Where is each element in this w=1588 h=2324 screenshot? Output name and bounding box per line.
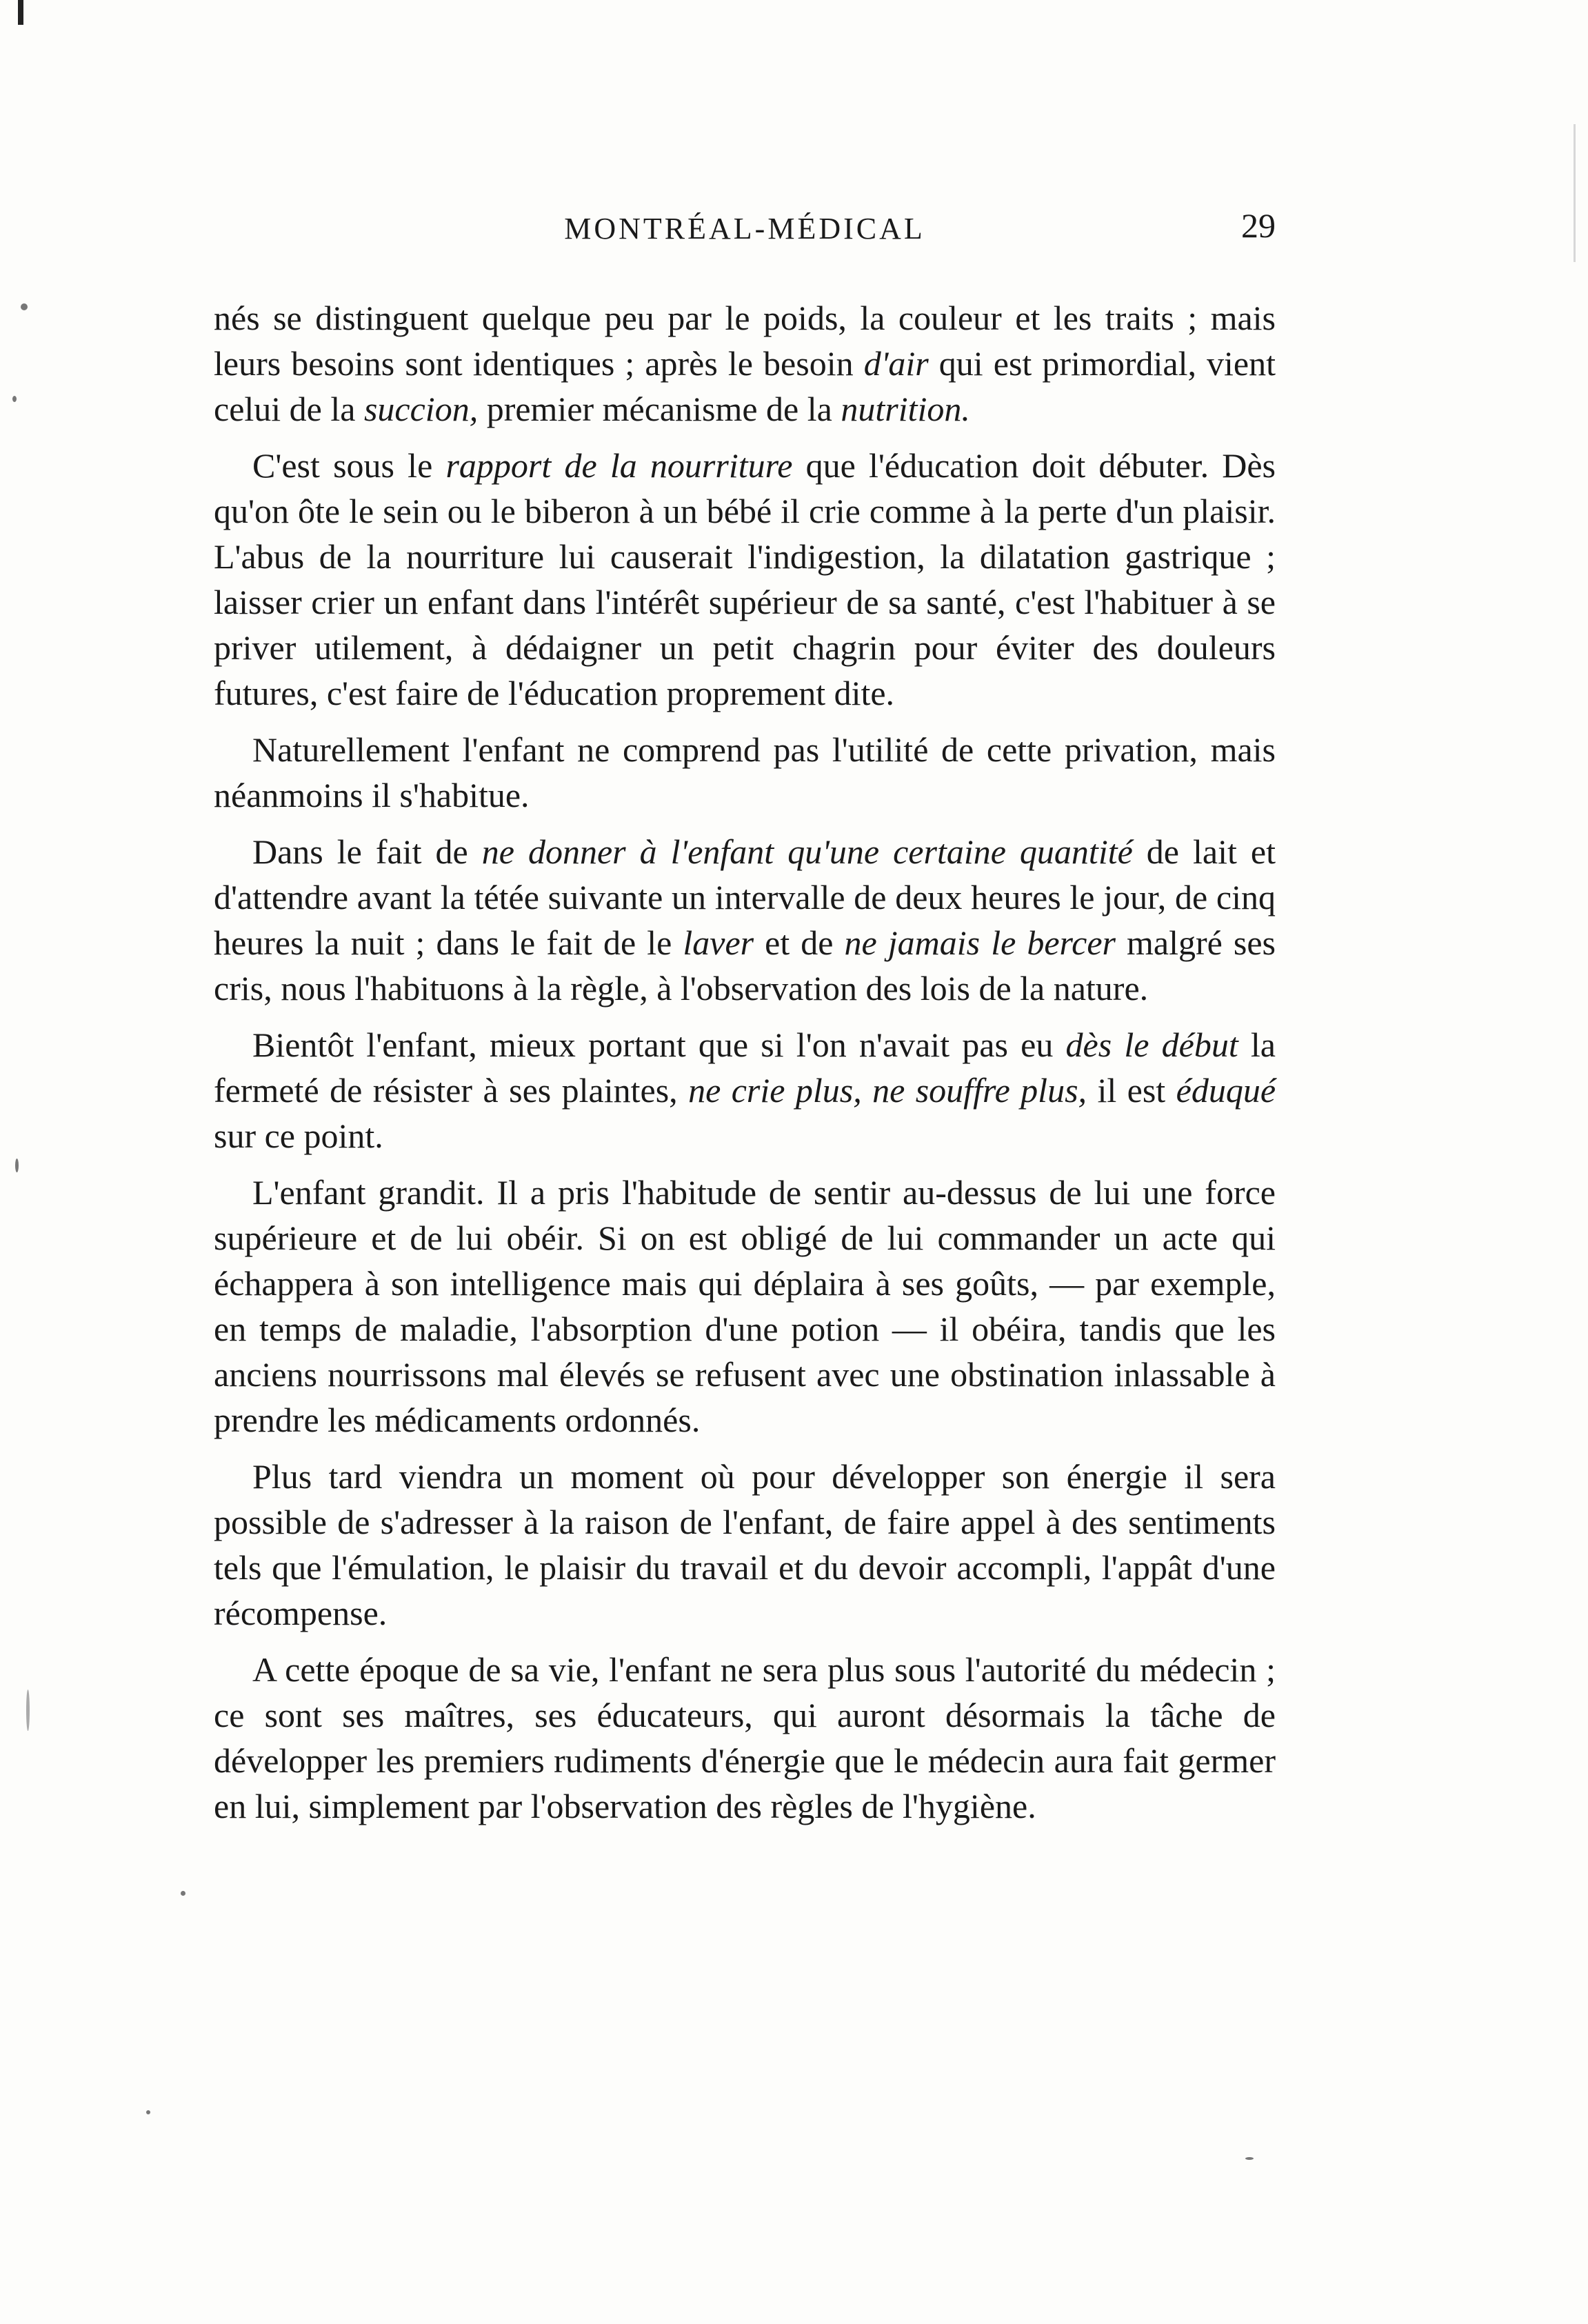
italic-text: ne donner à l'enfant qu'une certaine quantité	[481, 832, 1133, 871]
margin-speck	[12, 396, 17, 402]
paragraph-text: il est	[1087, 1071, 1176, 1110]
paragraph-text: que l'éducation doit débuter. Dès qu'on ôte le sein ou le biberon à un bébé il crie comme à la perte d'un plaisir. L'abus de la nourriture lui causerait l'indigestion, la dilatation gastrique ; laisser crier un enfant dans l'intérêt supérieur de sa santé, c'est l'habituer à se priver utilement, à dédaigner un petit chagrin pour éviter des douleurs futures, c'est faire de l'éducation proprement dite.	[214, 446, 1276, 712]
italic-text: nutrition.	[841, 390, 970, 428]
paragraph	[214, 443, 1276, 716]
paragraph-text: la fermeté de résister à ses plaintes,	[214, 1025, 1276, 1110]
page-header	[214, 206, 1276, 254]
paragraph	[214, 1647, 1276, 1829]
paragraph-text: Bientôt l'enfant, mieux portant que si l'on n'avait pas eu	[252, 1025, 1066, 1064]
paragraph-text: qui est primordial, vient celui de la	[214, 344, 1276, 428]
binding-mark	[18, 0, 23, 25]
paragraph-text: premier mécanisme de la	[478, 390, 841, 428]
paragraph	[214, 295, 1276, 432]
italic-text: laver	[683, 923, 754, 962]
paragraph	[214, 1022, 1276, 1159]
page-number: 29	[1241, 206, 1276, 245]
paragraph-text: malgré ses cris, nous l'habituons à la règle, à l'observation des lois de la nature.	[214, 923, 1276, 1008]
paragraph-text: nés se distinguent quelque peu par le poids, la couleur et les traits ; mais leurs besoins sont identiques ; après le besoin	[214, 299, 1276, 383]
paragraph	[214, 727, 1276, 818]
body-text	[214, 295, 1276, 1840]
italic-text: ne crie plus, ne souffre plus,	[688, 1071, 1087, 1110]
paragraph-text: Naturellement l'enfant ne comprend pas l'utilité de cette privation, mais néanmoins il s'habitue.	[214, 730, 1276, 814]
right-edge-rule	[1574, 124, 1576, 262]
margin-speck	[146, 2110, 150, 2114]
margin-speck	[15, 1159, 19, 1172]
paragraph-text: C'est sous le	[252, 446, 446, 485]
paragraph-text: L'enfant grandit. Il a pris l'habitude de sentir au-dessus de lui une force supérieure et de lui obéir. Si on est obligé de lui commander un acte qui échappera à son intelligence mais qui déplaira à ses goûts, — par exemple, en temps de maladie, l'absorption d'une potion — il obéira, tandis que les anciens nourrissons mal élevés se refusent avec une obstination inlassable à prendre les médicaments ordonnés.	[214, 1173, 1276, 1439]
italic-text: succion,	[363, 390, 479, 428]
paragraph-text: sur ce point.	[214, 1116, 383, 1155]
margin-speck	[21, 303, 28, 310]
paragraph-text: A cette époque de sa vie, l'enfant ne sera plus sous l'autorité du médecin ; ce sont ses maîtres, ses éducateurs, qui auront désormais la tâche de développer les premiers rudiments d'énergie que le médecin aura fait germer en lui, simplement par l'observation des règles de l'hygiène.	[214, 1650, 1276, 1825]
margin-speck	[26, 1690, 30, 1731]
paragraph	[214, 1170, 1276, 1443]
italic-text: rapport de la nourriture	[445, 446, 793, 485]
paragraph-text: de lait et d'attendre avant la tétée suivante un intervalle de deux heures le jour, de cinq heures la nuit ; dans le fait de le	[214, 832, 1276, 962]
margin-speck	[1245, 2157, 1254, 2160]
italic-text: ne jamais le bercer	[844, 923, 1116, 962]
italic-text: dès le début	[1065, 1025, 1238, 1064]
paragraph	[214, 1454, 1276, 1636]
margin-speck	[181, 1891, 185, 1896]
italic-text: d'air	[863, 344, 929, 383]
paragraph-text: Plus tard viendra un moment où pour développer son énergie il sera possible de s'adresser à la raison de l'enfant, de faire appel à des sentiments tels que l'émulation, le plaisir du travail et du devoir accompli, l'appât d'une récompense.	[214, 1457, 1276, 1632]
paragraph-text: Dans le fait de	[252, 832, 482, 871]
paragraph-text: et de	[754, 923, 845, 962]
paragraph	[214, 829, 1276, 1011]
italic-text: éduqué	[1176, 1071, 1276, 1110]
running-title: MONTRÉAL-MÉDICAL	[564, 212, 925, 246]
